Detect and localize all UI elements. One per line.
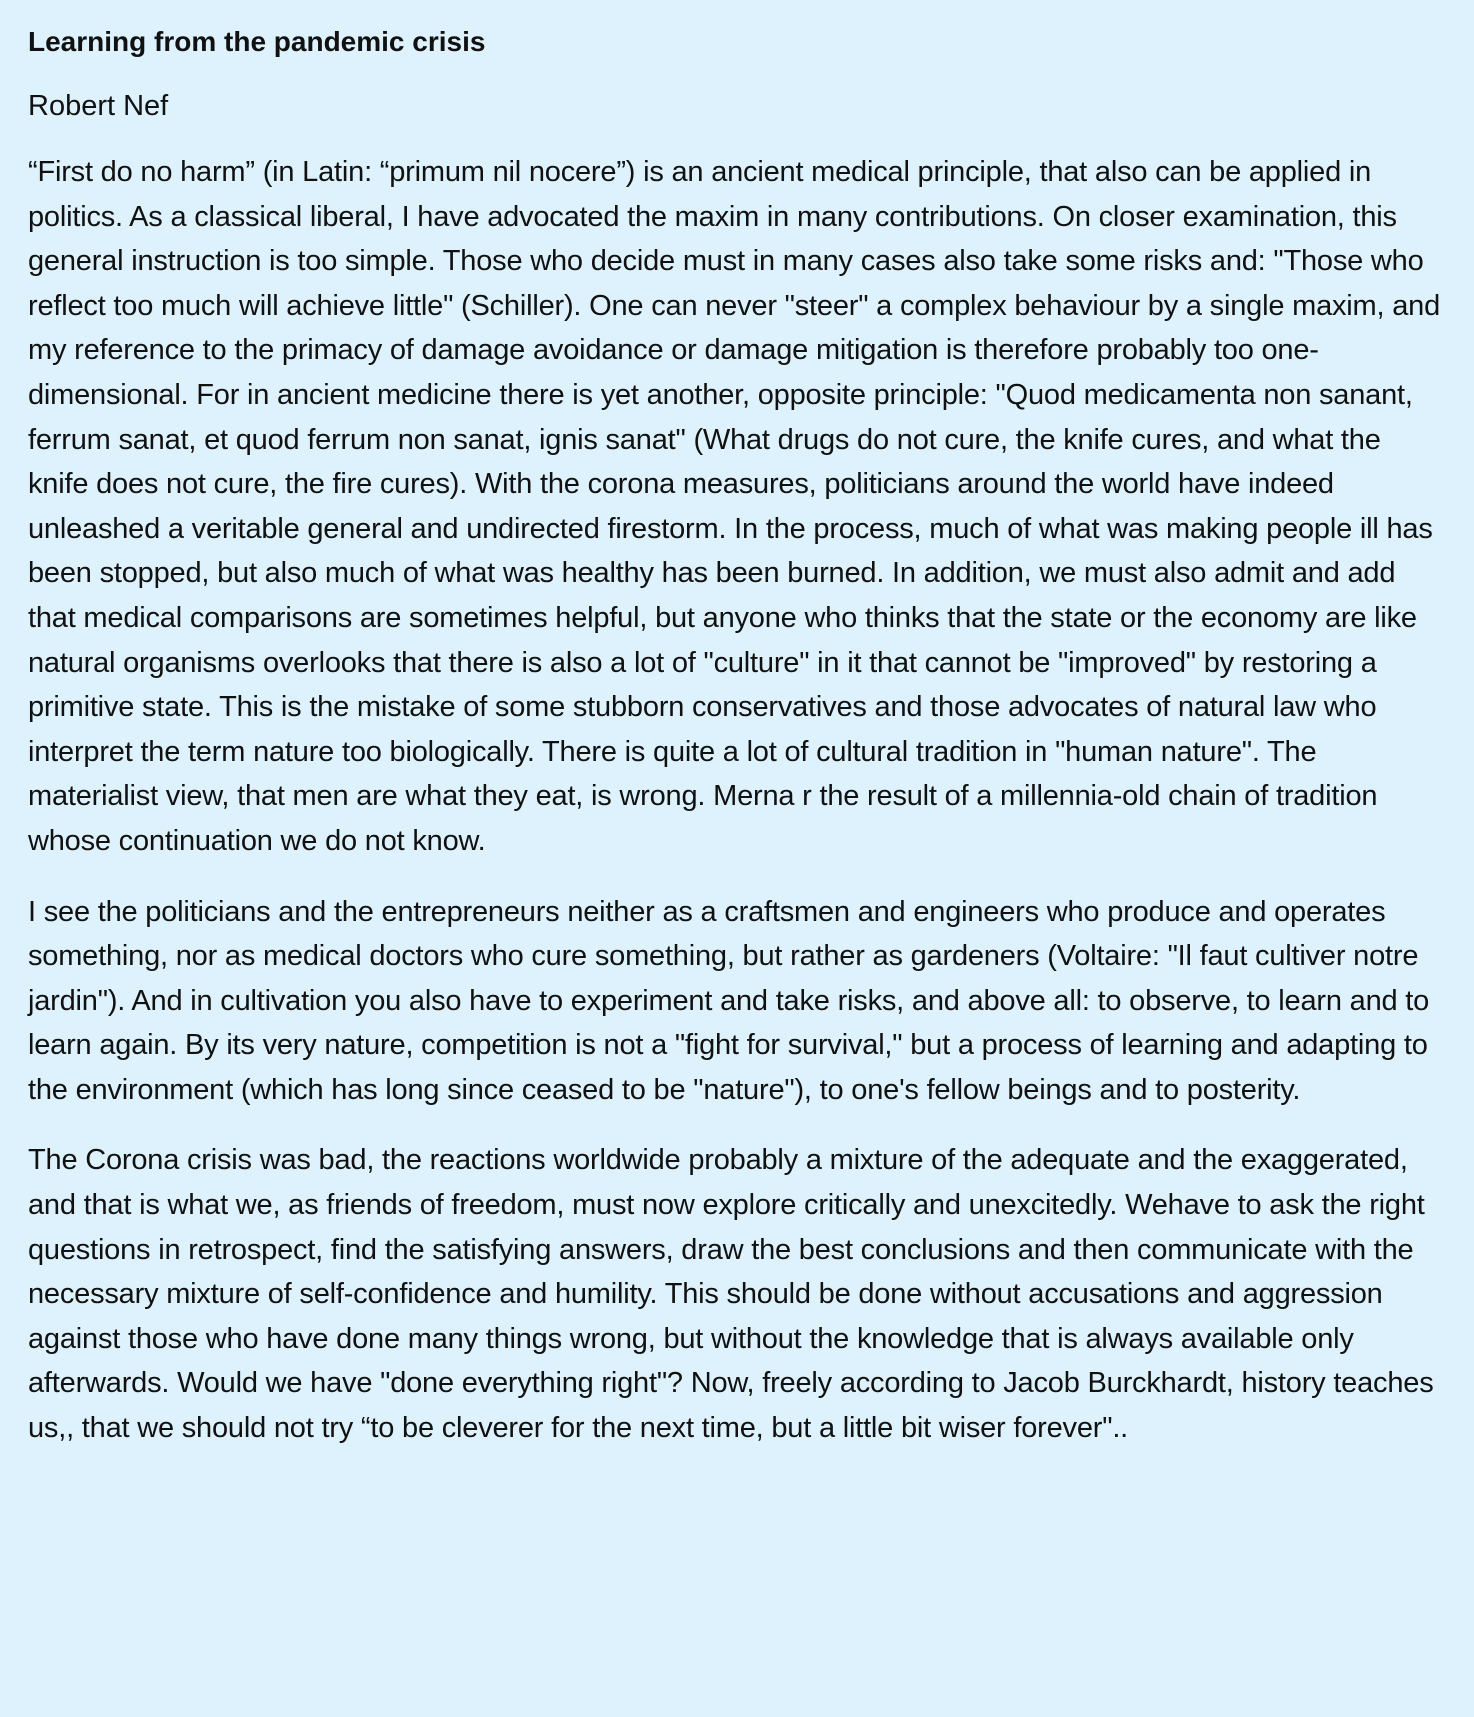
document-title: Learning from the pandemic crisis: [28, 26, 486, 57]
paragraph-2: I see the politicians and the entrepreneurs neither as a craftsmen and engineers who produce and operates something, nor as medical doctors who cure something, but rather as gardeners (Voltaire: "Il faut cultiver notre jardin"). And in cultivation you also have to experiment and take risks, and above all: to observe, to learn and to learn again. By its very nature, competition is not a "fight for survival," but a process of learning and adapting to the environment (which has long since ceased to be "nature"), to one's fellow beings and to posterity.: [28, 895, 1430, 1106]
paragraph-3: The Corona crisis was bad, the reactions worldwide probably a mixture of the adequate and the exaggerated, and that is what we, as friends of freedom, must now explore critically and unexcitedly. Wehave to ask the right questions in retrospect, find the satisfying answers, draw the best conclusions and then communicate with the necessary mixture of self-confidence and humility. This should be done without accusations and aggression against those who have done many things wrong, but without the knowledge that is always available only afterwards. Would we have "done everything right"? Now, freely according to Jacob Burckhardt, history teaches us,, that we should not try “to be cleverer for the next time, but a little bit wiser forever"..: [28, 1144, 1434, 1445]
paragraph-1: “First do no harm” (in Latin: “primum nil nocere”) is an ancient medical principle, that also can be applied in politics. As a classical liberal, I have advocated the maxim in many contributions. On closer examination, this general instruction is too simple. Those who decide must in many cases also take some risks and: "Those who reflect too much will achieve little" (Schiller). One can never "steer" a complex behaviour by a single maxim, and my reference to the primacy of damage avoidance or damage mitigation is therefore probably too one-dimensional. For in ancient medicine there is yet another, opposite principle: "Quod medicamenta non sanant, ferrum sanat, et quod ferrum non sanat, ignis sanat" (What drugs do not cure, the knife cures, and what the knife does not cure, the fire cures). With the corona measures, politicians around the world have indeed unleashed a veritable general and undirected firestorm. In the process, much of what was making people ill has been stopped, but also much of what was healthy has been burned. In addition, we must also admit and add that medical comparisons are sometimes helpful, but anyone who thinks that the state or the economy are like natural organisms overlooks that there is also a lot of "culture" in it that cannot be "improved" by restoring a primitive state. This is the mistake of some stubborn conservatives and those advocates of natural law who interpret the term nature too biologically. There is quite a lot of cultural tradition in "human nature". The materialist view, that men are what they eat, is wrong. Merna r the result of a millennia-old chain of tradition whose continuation we do not know.: [28, 156, 1440, 857]
document-author: Robert Nef: [28, 90, 169, 122]
